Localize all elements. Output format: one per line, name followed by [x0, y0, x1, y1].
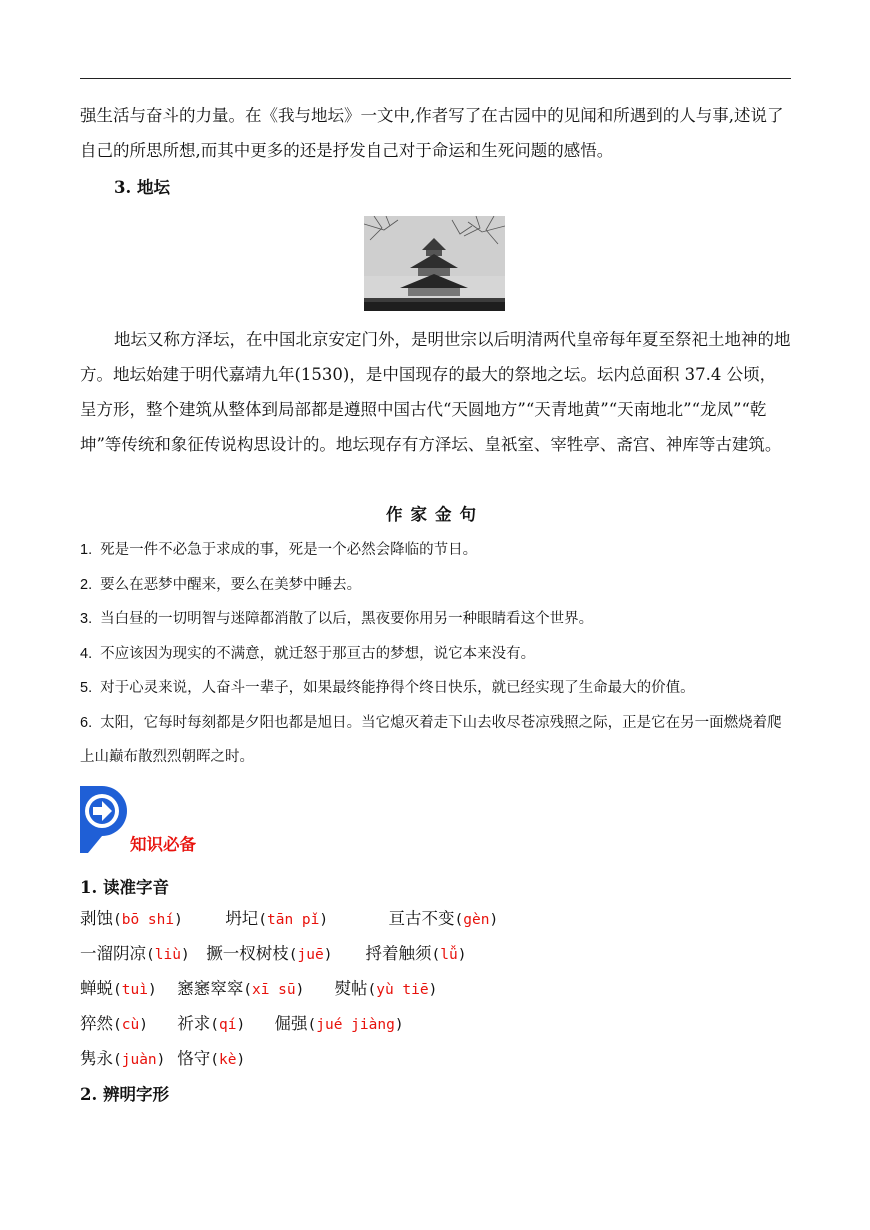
vocab-word: 蝉蜕: [80, 979, 113, 998]
vocab-pinyin: qí: [218, 1017, 237, 1033]
quote-text: 当白昼的一切明智与迷障都消散了以后，黑夜要你用另一种眼睛看这个世界。: [100, 611, 594, 627]
list-item: [80, 568, 792, 603]
quotes-list: [80, 533, 792, 775]
quote-number: 3.: [80, 611, 93, 627]
vocab-pinyin: juē: [297, 947, 324, 963]
quote-number: 6.: [80, 714, 93, 731]
vocab-item: 蝉蜕(tuì): [80, 979, 157, 998]
vocab-word: 猝然: [80, 1014, 113, 1033]
subheading-pronunciation: 1. 读准字音: [80, 878, 169, 897]
quote-text: 不应该因为现实的不满意，就迁怒于那亘古的梦想，说它本来没有。: [100, 645, 536, 662]
vocab-item: 剥蚀(bō shí): [80, 909, 183, 928]
vocab-pinyin: kè: [218, 1052, 237, 1068]
vocab-item: 捋着触须(lǚ): [365, 944, 467, 963]
vocab-word: 窸窸窣窣: [177, 979, 244, 998]
vocab-item: 恪守(kè): [177, 1049, 246, 1068]
arrow-right-circle-icon: [80, 786, 130, 853]
vocab-row: [80, 936, 792, 971]
vocab-word: 坍圮: [225, 909, 259, 928]
vocab-word: 倔强: [274, 1014, 308, 1033]
quote-text: 太阳，它每时每刻都是夕阳也都是旭日。当它熄灭着走下山去收尽苍凉残照之际，正是它在另一面燃烧着爬上山巅布散烈烈朝晖之时。: [80, 714, 782, 765]
ditan-paragraph: 地坛又称方泽坛，在中国北京安定门外，是明世宗以后明清两代皇帝每年夏至祭祀土地神的地方。地坛始建于明代嘉靖九年(1530)，是中国现存的最大的祭地之坛。坛内总面积 37.4 公顷，呈方形，整个建筑从整体到局部都是遵照中国古代“天圆地方”“天青地黄”“天南地北”“龙凤”“乾坤”等传统和象征传说构思设计的。地坛现存有方泽坛、皇祇室、宰牲亭、斋宫、神库等古建筑。: [80, 330, 791, 454]
vocab-pinyin: yù tiē: [376, 982, 429, 998]
quote-number: 1.: [80, 542, 93, 558]
vocab-word: 恪守: [177, 1049, 211, 1068]
quote-number: 5.: [80, 680, 93, 696]
vocab-word: 捋着触须: [365, 944, 432, 963]
vocab-word: 亘古不变: [388, 909, 455, 928]
vocab-item: 坍圮(tān pǐ): [225, 909, 329, 928]
section-heading-ditan: 3. 地坛: [114, 178, 170, 197]
vocab-row: [80, 971, 792, 1006]
knowledge-label: 知识必备: [130, 835, 196, 854]
vocab-row: [80, 1006, 792, 1041]
intro-paragraph: 强生活与奋斗的力量。在《我与地坛》一文中,作者写了在古园中的见闻和所遇到的人与事,述说了自己的所思所想,而其中更多的还是抒发自己对于命运和生死问题的感悟。: [80, 106, 784, 160]
vocab-word: 隽永: [80, 1049, 113, 1068]
vocab-item: 猝然(cù): [80, 1014, 148, 1033]
list-item: [80, 533, 792, 568]
vocab-pinyin: xī sū: [251, 982, 296, 998]
quote-number: 2.: [80, 576, 93, 593]
vocab-item: 祈求(qí): [177, 1014, 246, 1033]
header-rule: [80, 78, 791, 79]
vocab-row: [80, 901, 792, 936]
vocab-item: 亘古不变(gèn): [388, 909, 499, 928]
vocab-word: 祈求: [177, 1014, 211, 1033]
vocab-pinyin: liù: [154, 947, 181, 963]
quotes-title: 作家金句: [386, 505, 484, 524]
temple-photo: [364, 216, 505, 311]
vocab-pinyin: jué jiàng: [316, 1017, 395, 1033]
vocab-pinyin: cù: [121, 1017, 140, 1033]
vocab-row: [80, 1041, 792, 1076]
vocab-item: 窸窸窣窣(xī sū): [177, 979, 305, 998]
vocab-item: 倔强(jué jiàng): [274, 1014, 404, 1033]
vocab-word: 剥蚀: [80, 909, 113, 928]
list-item: [80, 637, 792, 672]
vocab-pinyin: juàn: [121, 1052, 157, 1068]
vocab-pinyin: tān pǐ: [266, 912, 320, 928]
list-item: [80, 706, 792, 775]
quote-text: 死是一件不必急于求成的事，死是一个必然会降临的节日。: [100, 542, 478, 558]
vocab-word: 撅一杈树枝: [206, 944, 289, 963]
subheading-character-forms: 2. 辨明字形: [80, 1085, 169, 1104]
vocab-item: 一溜阴凉(liù): [80, 944, 190, 963]
vocab-pinyin: tuì: [121, 982, 148, 998]
list-item: [80, 602, 792, 637]
list-item: [80, 671, 792, 706]
vocab-word: 熨帖: [334, 979, 368, 998]
vocab-item: 隽永(juàn): [80, 1049, 166, 1068]
quote-text: 要么在恶梦中醒来，要么在美梦中睡去。: [100, 576, 362, 593]
vocab-item: 熨帖(yù tiē): [334, 979, 438, 998]
quote-text: 对于心灵来说，人奋斗一辈子，如果最终能挣得个终日快乐，就已经实现了生命最大的价值。: [100, 680, 695, 696]
vocab-list: [80, 901, 792, 1076]
vocab-word: 一溜阴凉: [80, 944, 146, 963]
vocab-pinyin: lǚ: [440, 947, 458, 963]
vocab-pinyin: bō shí: [121, 912, 175, 928]
quote-number: 4.: [80, 645, 93, 662]
vocab-pinyin: gèn: [463, 912, 490, 928]
vocab-item: 撅一杈树枝(juē): [206, 944, 333, 963]
